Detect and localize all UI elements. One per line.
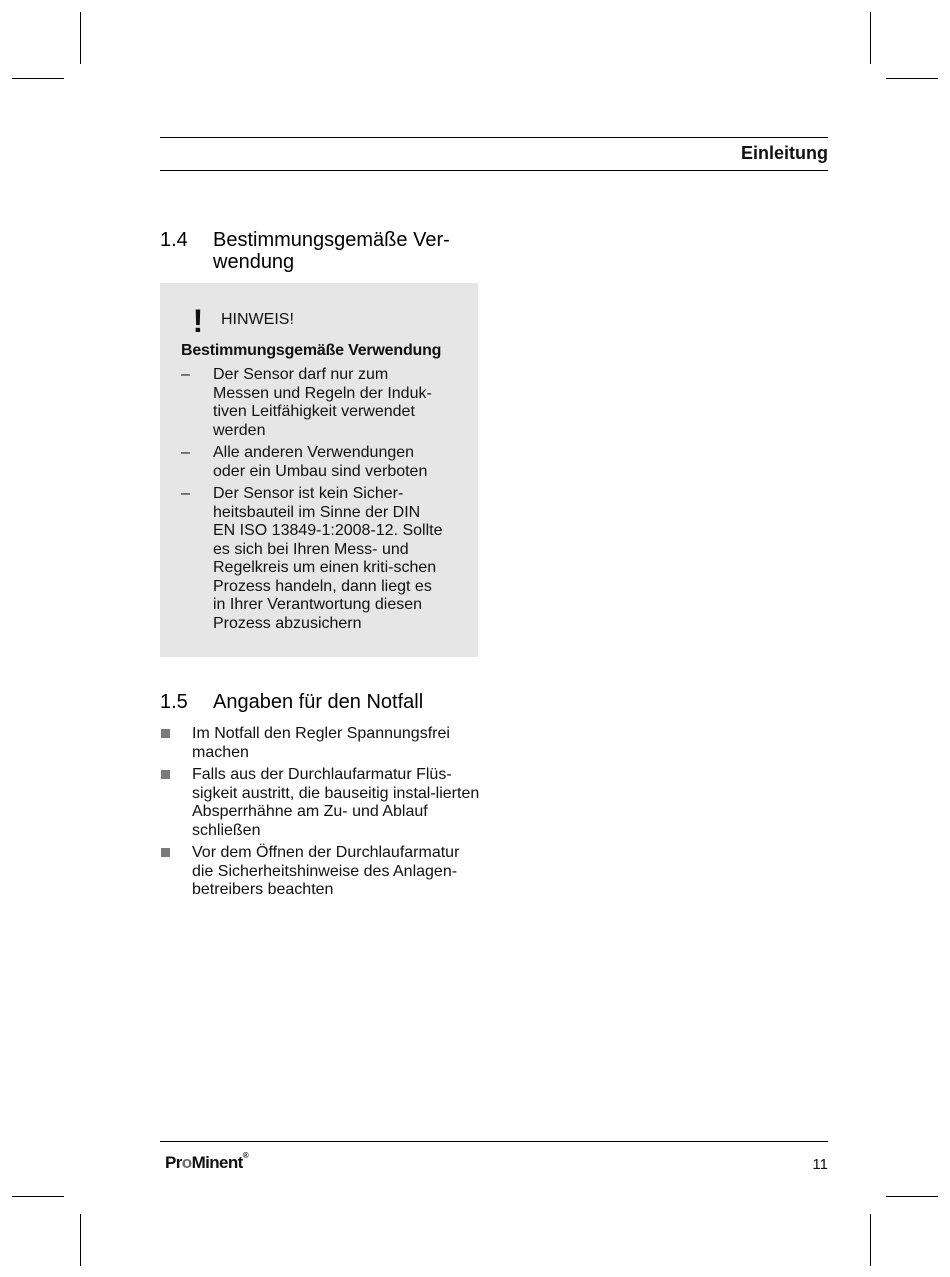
section-title: Angaben für den Notfall bbox=[213, 691, 424, 713]
header-rule-top bbox=[160, 137, 828, 138]
crop-mark bbox=[886, 1196, 938, 1197]
section-title-text: Bestimmungsgemäße Ver-wendung bbox=[213, 229, 450, 273]
list-item bbox=[160, 844, 480, 900]
list-item-text: Alle anderen Verwendungen oder ein Umbau sind verboten bbox=[213, 444, 428, 480]
list-item-text: Der Sensor ist kein Sicher-heitsbauteil im Sinne der DIN EN ISO 13849-1:2008-12. Sollte es sich bei Ihren Mess- und Regelkreis um einen kriti-schen Prozess handeln, dann liegt es in Ihrer Verantwortung diesen Prozess abzusichern bbox=[213, 485, 443, 632]
list-item bbox=[160, 766, 480, 840]
logo-text: Pr bbox=[165, 1153, 182, 1172]
list-item-text: Vor dem Öffnen der Durchlaufarmatur die Sicherheitshinweise des Anlagen-betreibers beachten bbox=[192, 844, 460, 898]
header-rule-bottom bbox=[160, 170, 828, 171]
crop-mark bbox=[870, 1214, 871, 1266]
square-bullet-icon bbox=[161, 848, 170, 857]
list-item bbox=[181, 485, 445, 633]
header-title: Einleitung bbox=[741, 143, 828, 163]
logo-text: Minent bbox=[191, 1153, 243, 1172]
notice-list bbox=[181, 366, 461, 637]
section-number: 1.5 bbox=[160, 691, 188, 713]
emergency-list bbox=[160, 725, 480, 904]
crop-mark bbox=[80, 1214, 81, 1266]
list-item bbox=[181, 444, 445, 481]
crop-mark bbox=[12, 1196, 64, 1197]
section-title bbox=[213, 229, 483, 273]
list-item-text: Falls aus der Durchlaufarmatur Flüs-sigkeit austritt, die bauseitig instal-lierten Absperrhähne am Zu- und Ablauf schließen bbox=[192, 766, 480, 839]
crop-mark bbox=[80, 12, 81, 64]
dash-bullet: – bbox=[181, 444, 190, 461]
crop-mark bbox=[886, 78, 938, 79]
footer-rule bbox=[160, 1141, 828, 1142]
page-number: 11 bbox=[812, 1156, 828, 1173]
square-bullet-icon bbox=[161, 729, 170, 738]
logo-text: o bbox=[181, 1153, 192, 1172]
notice-title: Bestimmungsgemäße Verwendung bbox=[181, 342, 442, 359]
list-item-text: Im Notfall den Regler Spannungsfrei machen bbox=[192, 725, 450, 761]
section-number: 1.4 bbox=[160, 229, 188, 251]
prominent-logo bbox=[165, 1153, 249, 1173]
crop-mark bbox=[12, 78, 64, 79]
notice-label: HINWEIS! bbox=[221, 311, 294, 328]
list-item bbox=[181, 366, 445, 440]
square-bullet-icon bbox=[161, 770, 170, 779]
list-item-text: Der Sensor darf nur zum Messen und Regeln der Induk-tiven Leitfähigkeit verwendet werden bbox=[213, 366, 432, 439]
registered-mark: ® bbox=[242, 1151, 249, 1160]
exclamation-icon: ! bbox=[192, 303, 204, 339]
crop-mark bbox=[870, 12, 871, 64]
dash-bullet: – bbox=[181, 485, 190, 502]
dash-bullet: – bbox=[181, 366, 190, 383]
list-item bbox=[160, 725, 480, 762]
